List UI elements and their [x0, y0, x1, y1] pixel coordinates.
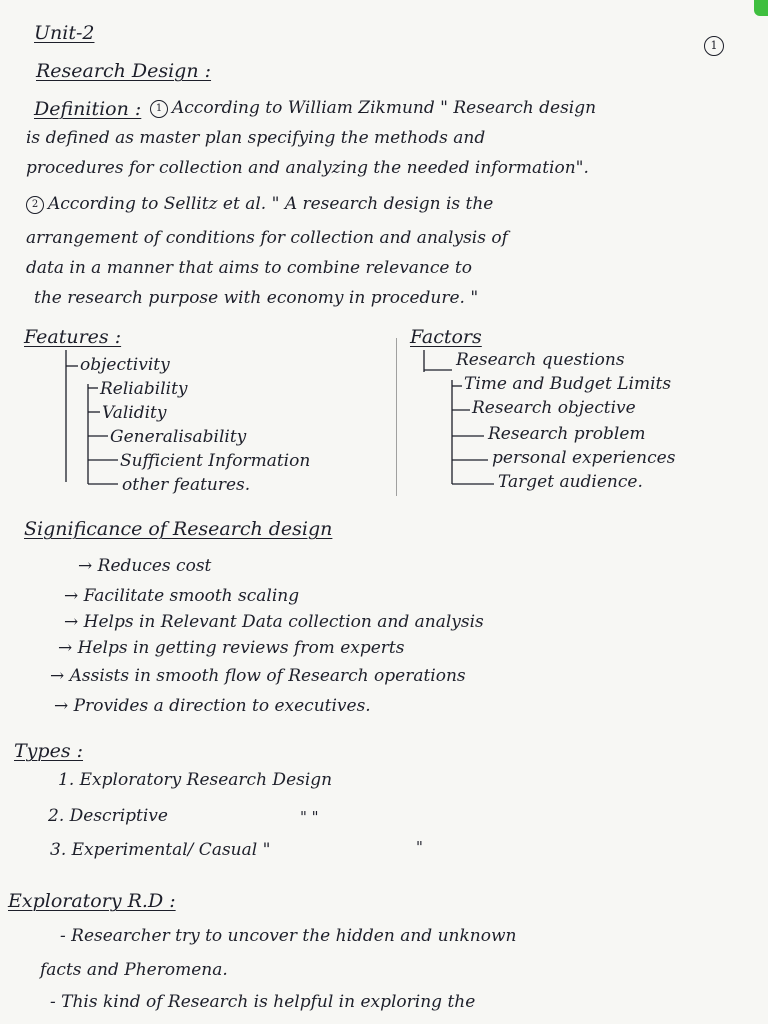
- definition-1-line-1: 1 According to William Zikmund " Research design: [150, 100, 596, 118]
- exploratory-heading: Exploratory R.D :: [8, 890, 176, 912]
- significance-item: → Helps in Relevant Data collection and analysis: [64, 612, 484, 632]
- exploratory-line: - Researcher try to uncover the hidden and unknown: [60, 926, 517, 946]
- significance-heading: Significance of Research design: [24, 518, 333, 540]
- significance-item: → Helps in getting reviews from experts: [58, 638, 405, 658]
- ditto-marks: " ": [300, 808, 319, 826]
- page-number: 1: [704, 36, 724, 56]
- ditto-marks: ": [416, 838, 423, 856]
- type-item: 1. Exploratory Research Design: [58, 770, 333, 790]
- type-item: 2. Descriptive: [48, 806, 168, 826]
- factor-item: Target audience.: [498, 472, 643, 492]
- feature-item: Sufficient Information: [120, 451, 311, 471]
- arrow-icon: →: [54, 696, 74, 716]
- definition-2-line-3: data in a manner that aims to combine relevance to: [26, 258, 472, 278]
- definition-heading: Definition :: [34, 98, 142, 120]
- arrow-icon: →: [64, 612, 84, 632]
- significance-item: → Facilitate smooth scaling: [64, 586, 300, 606]
- exploratory-line: facts and Pheromena.: [40, 960, 228, 980]
- type-item: 3. Experimental/ Casual ": [50, 840, 271, 860]
- feature-item: Reliability: [100, 379, 188, 399]
- definition-2-line-2: arrangement of conditions for collection and analysis of: [26, 228, 508, 248]
- significance-item: → Assists in smooth flow of Research operations: [50, 666, 466, 686]
- page-title: Research Design :: [36, 60, 212, 82]
- factor-item: personal experiences: [492, 448, 676, 468]
- significance-item: → Provides a direction to executives.: [54, 696, 371, 716]
- definition-1-line-2: is defined as master plan specifying the methods and: [26, 128, 486, 148]
- feature-item: other features.: [122, 475, 251, 495]
- arrow-icon: →: [64, 586, 84, 606]
- factor-item: Research objective: [472, 398, 636, 418]
- feature-item: objectivity: [80, 355, 170, 375]
- feature-item: Generalisability: [110, 427, 247, 447]
- circled-number-2: 2: [26, 196, 44, 214]
- factor-item: Research problem: [488, 424, 646, 444]
- factor-item: Research questions: [456, 350, 625, 370]
- features-heading: Features :: [24, 326, 122, 348]
- exploratory-line: - This kind of Research is helpful in exploring the: [50, 992, 476, 1012]
- significance-item: → Reduces cost: [78, 556, 212, 576]
- unit-label: Unit-2: [34, 22, 95, 44]
- arrow-icon: →: [78, 556, 98, 576]
- definition-1-line-3: procedures for collection and analyzing the needed information".: [26, 158, 589, 178]
- column-divider: [396, 338, 397, 496]
- circled-number-1: 1: [150, 100, 168, 118]
- feature-item: Validity: [102, 403, 167, 423]
- factors-heading: Factors: [410, 326, 482, 348]
- types-heading: Types :: [14, 740, 84, 762]
- definition-2-line-4: the research purpose with economy in procedure. ": [34, 288, 479, 308]
- factor-item: Time and Budget Limits: [464, 374, 672, 394]
- definition-2-line-1: 2 According to Sellitz et al. " A research design is the: [26, 196, 493, 214]
- arrow-icon: →: [58, 638, 78, 658]
- arrow-icon: →: [50, 666, 70, 686]
